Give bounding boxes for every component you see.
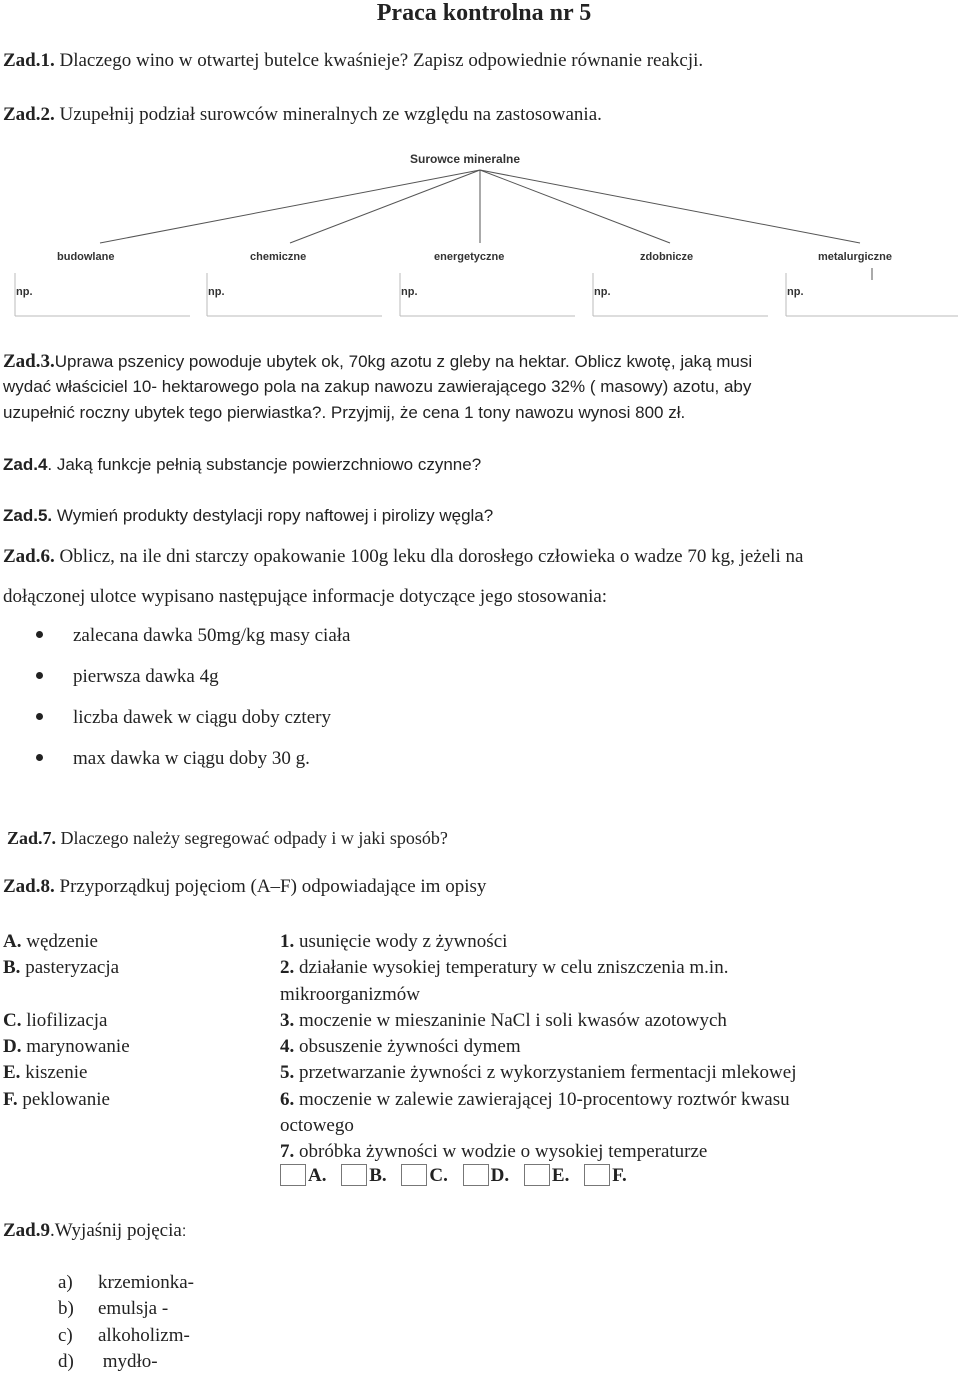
category-chemiczne: chemiczne [250, 251, 307, 263]
bullet-dot [36, 672, 43, 679]
task-4-text: . Jaką funkcje pełnią substancje powierzchniowo czynne? [47, 455, 482, 474]
term-item: b) emulsja - [58, 1298, 169, 1320]
bullet-dot [36, 713, 43, 720]
category-energetyczne: energetyczne [434, 251, 505, 263]
minerals-diagram [0, 148, 960, 323]
task-1 [3, 50, 703, 72]
desc-2-cont: mikroorganizmów [280, 983, 421, 1005]
np-label: np. [401, 286, 418, 298]
task-9: Zad.9.Wyjaśnij pojęcia: [3, 1220, 187, 1241]
term-item: a) krzemionka- [58, 1272, 195, 1293]
task-8-terms [3, 929, 130, 1113]
task-2-label: Zad.2. [3, 104, 55, 125]
bullet-item: max dawka w ciągu doby 30 g. [36, 748, 310, 770]
desc-1: 1. usunięcie wody z żywności [280, 931, 508, 952]
task-6-label: Zad.6. [3, 546, 55, 567]
desc-4: 4. obsuszenie żywności dymem [280, 1036, 521, 1058]
answer-box-f[interactable] [584, 1164, 610, 1186]
task-3-line-2: wydać właściciel 10- hektarowego pola na zakup nawozu zawierającego 32% ( masowy) azotu, aby [3, 377, 752, 396]
task-6-line-2: dołączonej ulotce wypisano następujące informacje dotyczące jego stosowania: [3, 586, 608, 607]
task-7 [7, 828, 448, 849]
branch-line [100, 170, 480, 243]
bullet-dot [36, 631, 43, 638]
term-d: D. marynowanie [3, 1036, 130, 1058]
np-label: np. [594, 286, 611, 298]
task-8-text: Przyporządkuj pojęciom (A–F) odpowiadające im opisy [54, 876, 487, 897]
category-budowlane: budowlane [57, 251, 115, 263]
task-2 [3, 104, 602, 126]
task-9-text: .Wyjaśnij pojęcia [50, 1220, 182, 1241]
answer-box-a[interactable] [280, 1164, 306, 1186]
page-title: Praca kontrolna nr 5 [376, 0, 592, 26]
answer-box-e[interactable] [524, 1164, 550, 1186]
np-label: np. [16, 286, 33, 298]
task-4-label: Zad.4 [3, 455, 48, 474]
answer-box-b[interactable] [341, 1164, 367, 1186]
diagram-lines [0, 148, 960, 323]
branch-line [290, 170, 480, 243]
category-zdobnicze: zdobnicze [640, 251, 694, 263]
diagram-root: Surowce mineralne [410, 152, 521, 166]
desc-2: 2. działanie wysokiej temperatury w celu zniszczenia m.in. [280, 957, 729, 979]
task-3-text-1: Uprawa pszenicy powoduje ubytek ok, 70kg azotu z gleby na hektar. Oblicz kwotę, jaką musi [54, 352, 753, 371]
task-8-descriptions [280, 929, 796, 1166]
bullet-dot [36, 754, 43, 761]
np-label: np. [208, 286, 225, 298]
term-a: A. wędzenie [3, 931, 98, 952]
term-item: d) mydło- [58, 1350, 158, 1372]
task-2-text: Uzupełnij podział surowców mineralnych ze względu na zastosowania. [54, 104, 602, 125]
answer-box-c[interactable] [401, 1164, 427, 1186]
desc-7: 7. obróbka żywności w wodzie o wysokiej temperaturze [280, 1141, 708, 1163]
task-3-line-1 [3, 351, 752, 373]
task-3-line-3: uzupełnić roczny ubytek tego pierwiastka?. Przyjmij, że cena 1 tony nawozu wynosi 800 zł. [3, 403, 686, 422]
bullet-item: zalecana dawka 50mg/kg masy ciała [36, 625, 351, 647]
branch-line [480, 170, 860, 243]
branch-line [480, 170, 670, 243]
bullet-item: liczba dawek w ciągu doby cztery [36, 707, 331, 729]
task-8-label: Zad.8. [3, 876, 55, 897]
task-7-text: Dlaczego należy segregować odpady i w jaki sposób? [56, 828, 448, 848]
task-1-label: Zad.1. [3, 50, 55, 71]
desc-6: 6. moczenie w zalewie zawierającej 10-procentowy roztwór kwasu [280, 1088, 790, 1110]
task-9-label: Zad.9 [3, 1220, 50, 1241]
task-3-label: Zad.3. [3, 351, 55, 372]
term-item: c) alkoholizm- [58, 1324, 190, 1346]
task-6-line-1 [3, 546, 803, 568]
desc-3: 3. moczenie w mieszaninie NaCl i soli kwasów azotowych [280, 1009, 727, 1031]
bullet-item: pierwsza dawka 4g [36, 666, 219, 688]
task-5-label: Zad.5. [3, 506, 53, 525]
task-8 [3, 876, 486, 898]
answer-boxes: A. B. C. D. E. F. [280, 1165, 627, 1188]
desc-6-cont: octowego [280, 1115, 354, 1137]
task-4 [3, 455, 481, 475]
task-7-label: Zad.7. [7, 828, 57, 848]
term-b: B. pasteryzacja [3, 957, 120, 979]
task-5 [3, 506, 493, 526]
task-5-text: Wymień produkty destylacji ropy naftowej i pirolizy węgla? [52, 506, 494, 525]
term-f: F. peklowanie [3, 1088, 110, 1110]
term-c: C. liofilizacja [3, 1009, 108, 1031]
answer-box-d[interactable] [463, 1164, 489, 1186]
category-metalurgiczne: metalurgiczne [818, 251, 892, 263]
desc-5: 5. przetwarzanie żywności z wykorzystaniem fermentacji mlekowej [280, 1062, 797, 1084]
task-1-text: Dlaczego wino w otwartej butelce kwaśnieje? Zapisz odpowiednie równanie reakcji. [54, 50, 704, 71]
task-6-text-1: Oblicz, na ile dni starczy opakowanie 100g leku dla dorosłego człowieka o wadze 70 kg, jeżeli na [54, 546, 804, 567]
term-e: E. kiszenie [3, 1062, 88, 1084]
task-9-items [58, 1270, 194, 1375]
np-label: np. [787, 286, 804, 298]
